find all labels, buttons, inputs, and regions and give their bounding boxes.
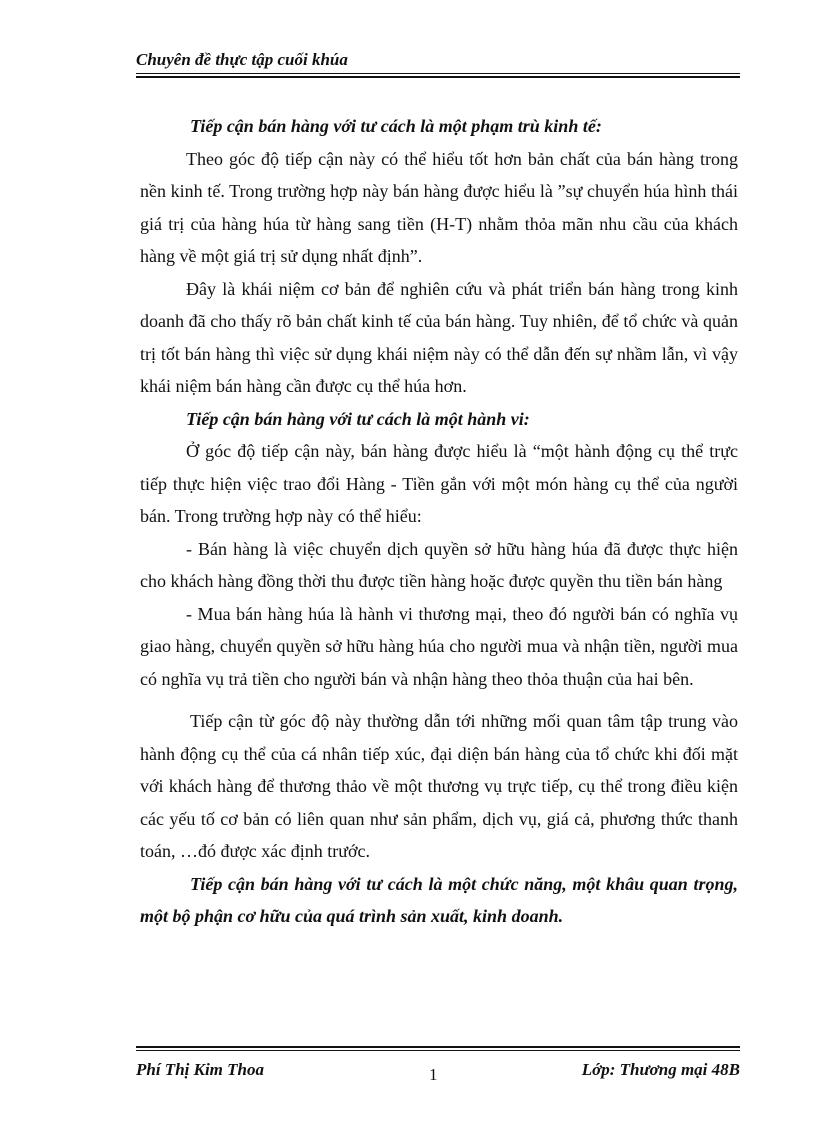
section-heading-economic: Tiếp cận bán hàng với tư cách là một phạm trù kinh tế:	[190, 116, 602, 136]
page-footer	[136, 1046, 740, 1085]
paragraph-gap	[140, 695, 738, 705]
page-header	[136, 50, 740, 78]
footer-author: Phí Thị Kim Thoa	[136, 1060, 264, 1079]
paragraph-economic-definition: Theo góc độ tiếp cận này có thể hiểu tốt hơn bản chất của bán hàng trong nền kinh tế. Trong trường hợp này bán hàng được hiểu là ”sự chuyển húa hình thái giá trị của hàng húa từ hàng sang tiền (H-T) nhằm thỏa mãn nhu cầu của khách hàng về một giá trị sử dụng nhất định”.	[140, 148, 738, 266]
section-heading-function: Tiếp cận bán hàng với tư cách là một chức năng, một khâu quan trọng, một bộ phận cơ hữu của quá trình sản xuất, kinh doanh.	[140, 873, 738, 926]
page-body	[140, 110, 738, 933]
footer-rule-thick	[136, 1046, 740, 1048]
list-item-commercial-act: - Mua bán hàng húa là hành vi thương mại, theo đó người bán có nghĩa vụ giao hàng, chuyển quyền sở hữu hàng húa cho người mua và nhận tiền, người mua có nghĩa vụ trả tiền cho người bán và nhận hàng theo thỏa thuận của hai bên.	[140, 603, 738, 689]
list-item-transfer-ownership: - Bán hàng là việc chuyển dịch quyền sở hữu hàng húa đã được thực hiện cho khách hàng đồng thời thu được tiền hàng hoặc được quyền thu tiền bán hàng	[140, 538, 738, 591]
section-heading-behavior: Tiếp cận bán hàng với tư cách là một hành vi:	[186, 408, 530, 429]
paragraph-basic-concept: Đây là khái niệm cơ bản để nghiên cứu và phát triển bán hàng trong kinh doanh đã cho thấy rõ bản chất kinh tế của bán hàng. Tuy nhiên, để tổ chức và quản trị tốt bán hàng thì việc sử dụng khái niệm này có thể dẫn đến sự nhầm lẫn, vì vậy khái niệm bán hàng cần được cụ thể húa hơn.	[140, 278, 738, 396]
page-number: 1	[429, 1065, 438, 1084]
paragraph-behavior-definition: Ở góc độ tiếp cận này, bán hàng được hiểu là “một hành động cụ thể trực tiếp thực hiện việc trao đổi Hàng - Tiền gắn với một món hàng cụ thể của người bán. Trong trường hợp này có thể hiểu:	[140, 441, 738, 526]
paragraph-approach-focus: Tiếp cận từ góc độ này thường dẫn tới những mối quan tâm tập trung vào hành động cụ thể của cá nhân tiếp xúc, đại diện bán hàng của tổ chức khi đối mặt với khách hàng để thương thảo về một thương vụ trực tiếp, cụ thể trong điều kiện các yếu tố cơ bản có liên quan như sản phẩm, dịch vụ, giá cả, phương thức thanh toán, …đó được xác định trước.	[140, 711, 738, 861]
header-rule-thick	[136, 76, 740, 78]
header-rule	[136, 73, 740, 74]
header-title: Chuyên đề thực tập cuối khúa	[136, 50, 348, 69]
footer-row	[136, 1051, 740, 1085]
footer-class: Lớp: Thương mại 48B	[581, 1060, 740, 1079]
